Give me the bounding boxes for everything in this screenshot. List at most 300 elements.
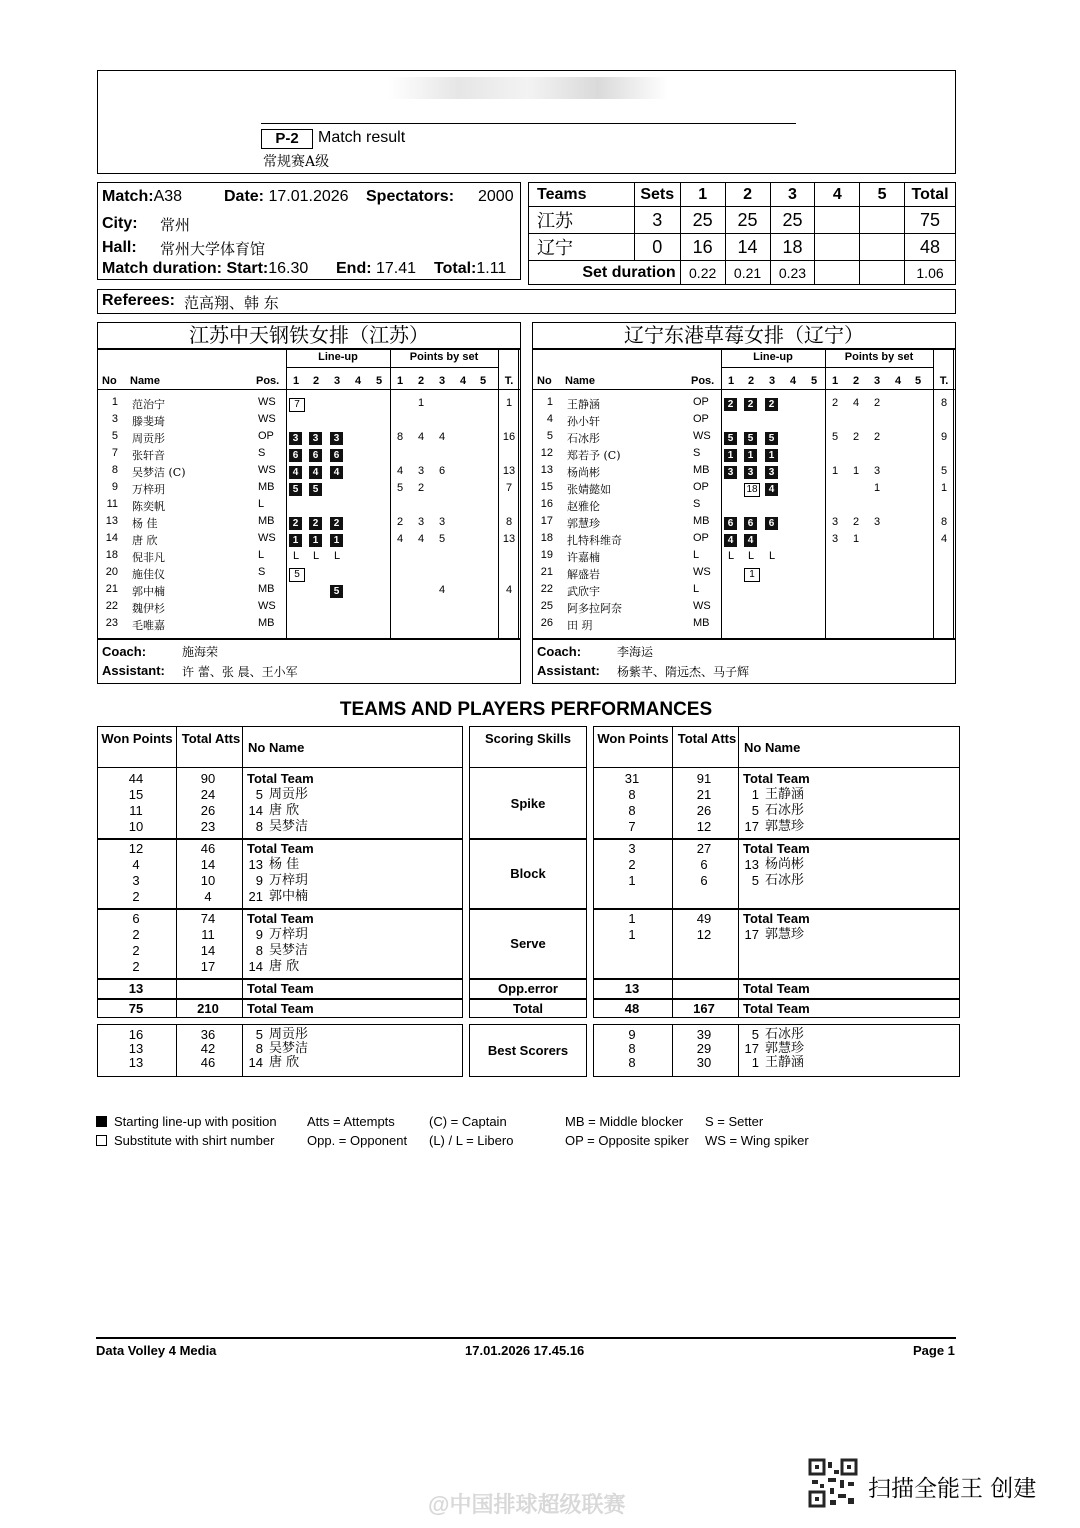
home-roster bbox=[97, 322, 521, 684]
away-player-number: 17 bbox=[744, 1041, 759, 1056]
spectators-label: Spectators: bbox=[366, 188, 455, 205]
col-teams: Teams bbox=[529, 183, 635, 207]
player-name: 王静涵 bbox=[567, 398, 600, 411]
set-points: 4 bbox=[396, 465, 404, 477]
home-won-points: 13 bbox=[128, 981, 144, 996]
substitute-box: 18 bbox=[744, 483, 760, 497]
substitute-box: 5 bbox=[289, 568, 305, 582]
total-points: 5 bbox=[940, 465, 948, 477]
lineup-set-header: 5 bbox=[375, 375, 383, 387]
set-points: 2 bbox=[873, 397, 881, 409]
player-row bbox=[533, 549, 955, 566]
away-player-number: 17 bbox=[744, 819, 759, 834]
starting-position-box: 1 bbox=[724, 449, 737, 462]
starting-position-box: 6 bbox=[330, 449, 343, 462]
away-total-atts: 27 bbox=[696, 841, 712, 856]
away-player-name: 石冰彤 bbox=[765, 873, 805, 888]
assistant-names: 许 蕾、张 晨、王小军 bbox=[182, 665, 298, 679]
player-row bbox=[533, 413, 955, 430]
blurred-heading bbox=[388, 77, 668, 99]
home-player-name: 郭中楠 bbox=[269, 889, 309, 904]
home-won-points: 10 bbox=[128, 819, 144, 834]
player-position: OP bbox=[258, 430, 274, 442]
set-points: 1 bbox=[852, 533, 860, 545]
starting-position-box: 4 bbox=[765, 483, 778, 496]
home-total-atts: 10 bbox=[200, 873, 216, 888]
player-position: S bbox=[693, 498, 701, 510]
away-total-atts: 30 bbox=[696, 1055, 712, 1070]
points-set-header: 5 bbox=[914, 375, 922, 387]
set-points: 2 bbox=[417, 482, 425, 494]
player-position: MB bbox=[693, 464, 710, 476]
home-won-points: 2 bbox=[132, 943, 140, 958]
player-row bbox=[98, 617, 520, 634]
col-pos: Pos. bbox=[256, 375, 280, 387]
player-row bbox=[98, 600, 520, 617]
match-info-box bbox=[97, 182, 521, 280]
column-divider bbox=[738, 1025, 739, 1076]
player-position: WS bbox=[693, 430, 711, 442]
player-position: OP bbox=[693, 396, 709, 408]
starting-position-box: 1 bbox=[289, 534, 302, 547]
player-name: 阿多拉阿奈 bbox=[567, 602, 622, 615]
lineup-set-header: 3 bbox=[333, 375, 341, 387]
col-no: No bbox=[102, 375, 117, 387]
total-points: 1 bbox=[940, 482, 948, 494]
set-points: 4 bbox=[438, 431, 446, 443]
referees-box bbox=[97, 289, 956, 314]
total-points: 13 bbox=[502, 533, 516, 545]
away-won-points: 48 bbox=[624, 1001, 640, 1016]
set-duration: 0.23 bbox=[770, 261, 815, 285]
set-duration-label: Set duration bbox=[529, 261, 681, 285]
player-name: 吴梦洁 (C) bbox=[132, 466, 186, 479]
player-name: 范治宁 bbox=[132, 398, 165, 411]
away-player-number: 17 bbox=[744, 927, 759, 942]
set-score: 25 bbox=[680, 207, 725, 234]
starting-position-box: 6 bbox=[309, 449, 322, 462]
away-player-name: Total Team bbox=[743, 911, 810, 926]
skill-name: Block bbox=[510, 866, 546, 881]
column-divider bbox=[738, 768, 739, 1017]
set-points: 3 bbox=[873, 465, 881, 477]
player-number: 22 bbox=[105, 600, 118, 612]
section-divider bbox=[593, 838, 960, 840]
section-divider bbox=[469, 998, 587, 1000]
player-name: 杨 佳 bbox=[132, 517, 158, 530]
section-divider bbox=[469, 838, 587, 840]
libero-mark: L bbox=[747, 550, 755, 562]
points-set-header: 2 bbox=[852, 375, 860, 387]
section-divider bbox=[97, 908, 463, 910]
points-set-header: 3 bbox=[873, 375, 881, 387]
away-total-atts: 6 bbox=[700, 873, 708, 888]
player-name: 赵雅伦 bbox=[567, 500, 600, 513]
away-won-points: 2 bbox=[628, 857, 636, 872]
lineup-set-header: 2 bbox=[747, 375, 755, 387]
player-number: 13 bbox=[105, 515, 118, 527]
away-player-name: 王静涵 bbox=[765, 1055, 805, 1070]
starting-position-box: 3 bbox=[309, 432, 322, 445]
divider bbox=[533, 638, 955, 640]
starting-position-box: 6 bbox=[765, 517, 778, 530]
away-player-name: 杨尚彬 bbox=[765, 857, 805, 872]
total-points: 8 bbox=[505, 516, 513, 528]
player-number: 21 bbox=[105, 583, 118, 595]
player-name: 孙小轩 bbox=[567, 415, 600, 428]
away-player-name: 郭慧珍 bbox=[765, 927, 805, 942]
total-points: 13 bbox=[502, 465, 516, 477]
away-player-number: 13 bbox=[744, 857, 759, 872]
player-row bbox=[533, 464, 955, 481]
player-number: 7 bbox=[111, 447, 118, 459]
points-set-header: 1 bbox=[831, 375, 839, 387]
away-player-name: 郭慧珍 bbox=[765, 819, 805, 834]
col-set2: 2 bbox=[725, 183, 770, 207]
starting-position-box: 4 bbox=[724, 534, 737, 547]
player-number: 4 bbox=[546, 413, 553, 425]
home-player-number: 8 bbox=[255, 819, 263, 834]
player-row bbox=[533, 396, 955, 413]
home-total-atts: 46 bbox=[200, 1055, 216, 1070]
set-points: 2 bbox=[873, 431, 881, 443]
away-won-points: 1 bbox=[628, 873, 636, 888]
player-number: 5 bbox=[546, 430, 553, 442]
points-set-header: 5 bbox=[479, 375, 487, 387]
end-label: End: bbox=[336, 260, 372, 277]
lineup-set-header: 5 bbox=[810, 375, 818, 387]
player-name: 郭慧珍 bbox=[567, 517, 600, 530]
away-won-points: 1 bbox=[628, 911, 636, 926]
sets-won: 0 bbox=[634, 234, 680, 261]
team-title: 辽宁东港草莓女排（辽宁） bbox=[624, 323, 864, 347]
legend bbox=[96, 1114, 856, 1154]
starting-position-box: 1 bbox=[765, 449, 778, 462]
home-player-name: 吴梦洁 bbox=[269, 943, 309, 958]
away-player-number: 5 bbox=[751, 1027, 759, 1042]
total-points: 1 bbox=[505, 397, 513, 409]
sets-won: 3 bbox=[634, 207, 680, 234]
starting-position-box: 5 bbox=[744, 432, 757, 445]
player-position: MB bbox=[258, 583, 275, 595]
section-divider bbox=[97, 978, 463, 980]
score-table bbox=[528, 182, 956, 285]
player-row bbox=[98, 549, 520, 566]
home-team-label: Total Team bbox=[247, 1001, 314, 1016]
away-total-atts: 12 bbox=[696, 819, 712, 834]
home-won-points: 2 bbox=[132, 959, 140, 974]
starting-position-box: 3 bbox=[289, 432, 302, 445]
col-set4: 4 bbox=[815, 183, 860, 207]
away-team-label: Total Team bbox=[743, 1001, 810, 1016]
skill-name: Spike bbox=[510, 796, 546, 811]
set-score: 25 bbox=[770, 207, 815, 234]
away-total-atts: 29 bbox=[696, 1041, 712, 1056]
section-divider bbox=[593, 908, 960, 910]
starting-position-box: 3 bbox=[724, 466, 737, 479]
away-total-atts: 6 bbox=[700, 857, 708, 872]
player-position: WS bbox=[258, 396, 276, 408]
player-name: 扎特科维奇 bbox=[567, 534, 622, 547]
report-header-box bbox=[97, 70, 956, 174]
player-name: 武欣宇 bbox=[567, 585, 600, 598]
away-total-atts: 12 bbox=[696, 927, 712, 942]
legend-atts: Atts = Attempts bbox=[307, 1114, 395, 1129]
player-name: 魏伊杉 bbox=[132, 602, 165, 615]
away-won-points: 8 bbox=[628, 1055, 636, 1070]
set-points: 4 bbox=[417, 533, 425, 545]
set-score bbox=[815, 234, 860, 261]
score-row-home bbox=[529, 207, 956, 234]
set-score bbox=[860, 207, 905, 234]
home-player-name: 唐 欣 bbox=[269, 959, 300, 974]
points-set-header: 2 bbox=[417, 375, 425, 387]
home-player-number: 8 bbox=[255, 1041, 263, 1056]
player-row bbox=[533, 515, 955, 532]
skill-name: Best Scorers bbox=[487, 1043, 569, 1058]
home-perf-header bbox=[97, 726, 463, 768]
away-total-atts: 49 bbox=[696, 911, 712, 926]
col-won-points: Won Points bbox=[597, 731, 669, 746]
home-total-atts: 36 bbox=[200, 1027, 216, 1042]
column-divider bbox=[242, 768, 243, 1017]
total-points: 9 bbox=[940, 431, 948, 443]
away-won-points: 1 bbox=[628, 927, 636, 942]
away-won-points: 7 bbox=[628, 819, 636, 834]
hall-value: 常州大学体育馆 bbox=[160, 240, 266, 258]
set-score: 14 bbox=[725, 234, 770, 261]
libero-mark: L bbox=[333, 550, 341, 562]
player-number: 26 bbox=[540, 617, 553, 629]
col-total-atts: Total Atts bbox=[677, 731, 737, 746]
set-points: 1 bbox=[873, 482, 881, 494]
column-divider bbox=[242, 727, 243, 767]
col-won-points: Won Points bbox=[101, 731, 173, 746]
player-number: 17 bbox=[540, 515, 553, 527]
starting-position-box: 5 bbox=[765, 432, 778, 445]
start-label: Start: bbox=[226, 260, 269, 277]
home-player-name: 吴梦洁 bbox=[269, 819, 309, 834]
divider bbox=[98, 348, 520, 350]
starting-position-box: 4 bbox=[289, 466, 302, 479]
away-won-points: 8 bbox=[628, 1041, 636, 1056]
home-total-atts: 23 bbox=[200, 819, 216, 834]
points-header: Points by set bbox=[409, 351, 479, 363]
starting-position-box: 2 bbox=[309, 517, 322, 530]
away-team-label: Total Team bbox=[743, 981, 810, 996]
set-points: 1 bbox=[831, 465, 839, 477]
section-divider bbox=[469, 908, 587, 910]
footer-left: Data Volley 4 Media bbox=[96, 1343, 217, 1358]
col-scoring-skills: Scoring Skills bbox=[485, 731, 571, 746]
player-position: MB bbox=[258, 515, 275, 527]
player-row bbox=[98, 464, 520, 481]
starting-position-box: 5 bbox=[330, 585, 343, 598]
player-name: 郭中楠 bbox=[132, 585, 165, 598]
player-position: MB bbox=[258, 481, 275, 493]
coach-name: 施海荣 bbox=[182, 645, 219, 659]
home-total-atts: 74 bbox=[200, 911, 216, 926]
player-position: OP bbox=[693, 413, 709, 425]
starting-position-box: 6 bbox=[724, 517, 737, 530]
home-player-name: 万梓玥 bbox=[269, 927, 309, 942]
set-points: 2 bbox=[831, 397, 839, 409]
starting-position-box: 1 bbox=[309, 534, 322, 547]
substitute-box: 1 bbox=[744, 568, 760, 582]
home-player-name: 杨 佳 bbox=[269, 857, 300, 872]
player-row bbox=[98, 566, 520, 583]
set-points: 5 bbox=[831, 431, 839, 443]
points-set-header: 4 bbox=[459, 375, 467, 387]
divider bbox=[533, 389, 955, 390]
home-won-points: 6 bbox=[132, 911, 140, 926]
starting-position-box: 1 bbox=[330, 534, 343, 547]
coach-label: Coach: bbox=[102, 644, 147, 659]
home-player-number: 8 bbox=[255, 943, 263, 958]
player-name: 杨尚彬 bbox=[567, 466, 600, 479]
player-number: 21 bbox=[540, 566, 553, 578]
player-number: 5 bbox=[111, 430, 118, 442]
player-position: L bbox=[258, 549, 265, 561]
home-total-atts: 24 bbox=[200, 787, 216, 802]
footer-timestamp: 17.01.2026 17.45.16 bbox=[465, 1343, 585, 1358]
col-pos: Pos. bbox=[691, 375, 715, 387]
home-player-number: 5 bbox=[255, 1027, 263, 1042]
col-total: T. bbox=[504, 375, 514, 387]
player-number: 1 bbox=[546, 396, 553, 408]
set-duration bbox=[815, 261, 860, 285]
away-player-number: 5 bbox=[751, 803, 759, 818]
starting-position-box: 5 bbox=[724, 432, 737, 445]
col-total: T. bbox=[939, 375, 949, 387]
starting-position-box: 2 bbox=[724, 398, 737, 411]
player-name: 唐 欣 bbox=[132, 534, 158, 547]
home-player-name: 万梓玥 bbox=[269, 873, 309, 888]
set-points: 3 bbox=[438, 516, 446, 528]
player-position: WS bbox=[693, 600, 711, 612]
player-row bbox=[533, 447, 955, 464]
total-label: Total: bbox=[434, 260, 477, 277]
home-player-name: Total Team bbox=[247, 841, 314, 856]
player-number: 25 bbox=[540, 600, 553, 612]
libero-mark: L bbox=[292, 550, 300, 562]
starting-position-box: 2 bbox=[765, 398, 778, 411]
player-row bbox=[533, 566, 955, 583]
player-number: 22 bbox=[540, 583, 553, 595]
starting-position-box: 4 bbox=[330, 466, 343, 479]
assistant-label: Assistant: bbox=[102, 663, 165, 678]
legend-captain: (C) = Captain bbox=[429, 1114, 507, 1129]
player-number: 16 bbox=[540, 498, 553, 510]
col-no-name: No Name bbox=[248, 740, 305, 755]
starting-position-box: 2 bbox=[744, 398, 757, 411]
divider bbox=[98, 638, 520, 640]
home-total-atts: 46 bbox=[200, 841, 216, 856]
set-points: 3 bbox=[417, 465, 425, 477]
player-position: L bbox=[258, 498, 265, 510]
player-name: 解盛岩 bbox=[567, 568, 600, 581]
set-duration-row bbox=[529, 261, 956, 285]
col-no-name: No Name bbox=[744, 740, 801, 755]
player-number: 3 bbox=[111, 413, 118, 425]
away-total-atts: 167 bbox=[693, 1001, 715, 1016]
lineup-set-header: 3 bbox=[768, 375, 776, 387]
player-row bbox=[98, 396, 520, 413]
home-won-points: 44 bbox=[128, 771, 144, 786]
col-name: Name bbox=[565, 375, 595, 387]
home-won-points: 75 bbox=[128, 1001, 144, 1016]
starting-position-box: 5 bbox=[289, 483, 302, 496]
match-number: A38 bbox=[153, 188, 183, 205]
home-player-number: 5 bbox=[255, 787, 263, 802]
away-player-name: 郭慧珍 bbox=[765, 1041, 805, 1056]
player-row bbox=[98, 430, 520, 447]
set-duration: 0.22 bbox=[680, 261, 725, 285]
column-divider bbox=[738, 727, 739, 767]
home-total-atts: 90 bbox=[200, 771, 216, 786]
player-position: WS bbox=[258, 464, 276, 476]
home-total-atts: 14 bbox=[200, 857, 216, 872]
col-set1: 1 bbox=[680, 183, 725, 207]
total-points: 4 bbox=[940, 533, 948, 545]
libero-mark: L bbox=[727, 550, 735, 562]
set-points: 2 bbox=[396, 516, 404, 528]
lineup-header: Line-up bbox=[753, 351, 793, 363]
player-row bbox=[98, 447, 520, 464]
starting-position-box: 6 bbox=[744, 517, 757, 530]
home-won-points: 15 bbox=[128, 787, 144, 802]
player-position: MB bbox=[693, 515, 710, 527]
league-name: 常规赛A级 bbox=[263, 154, 330, 170]
player-number: 14 bbox=[105, 532, 118, 544]
home-total-atts: 210 bbox=[197, 1001, 219, 1016]
referees-label: Referees: bbox=[102, 292, 175, 309]
player-position: OP bbox=[693, 481, 709, 493]
total-time: 1.11 bbox=[476, 260, 507, 277]
player-number: 18 bbox=[105, 549, 118, 561]
assistant-names: 杨紫芊、隋远杰、马子辉 bbox=[617, 665, 750, 679]
start-time: 16.30 bbox=[268, 260, 309, 277]
home-won-points: 12 bbox=[128, 841, 144, 856]
score-row-away bbox=[529, 234, 956, 261]
lineup-set-header: 1 bbox=[292, 375, 300, 387]
set-points: 5 bbox=[438, 533, 446, 545]
away-player-name: 石冰彤 bbox=[765, 1027, 805, 1042]
player-name: 万梓玥 bbox=[132, 483, 165, 496]
player-row bbox=[98, 583, 520, 600]
home-total-atts: 42 bbox=[200, 1041, 216, 1056]
starting-position-box: 2 bbox=[289, 517, 302, 530]
qr-code-icon bbox=[808, 1458, 858, 1508]
player-name: 郑若予 (C) bbox=[567, 449, 621, 462]
libero-mark: L bbox=[312, 550, 320, 562]
player-position: MB bbox=[258, 617, 275, 629]
player-position: S bbox=[693, 447, 701, 459]
col-no: No bbox=[537, 375, 552, 387]
away-won-points: 31 bbox=[624, 771, 640, 786]
section-divider bbox=[97, 838, 463, 840]
home-won-points: 13 bbox=[128, 1055, 144, 1070]
player-name: 周贡彤 bbox=[132, 432, 165, 445]
player-name: 张轩音 bbox=[132, 449, 165, 462]
away-won-points: 3 bbox=[628, 841, 636, 856]
player-row bbox=[98, 515, 520, 532]
legend-ws: WS = Wing spiker bbox=[705, 1133, 809, 1148]
set-points: 1 bbox=[852, 465, 860, 477]
set-points: 3 bbox=[831, 533, 839, 545]
legend-libero: (L) / L = Libero bbox=[429, 1133, 514, 1148]
player-number: 20 bbox=[105, 566, 118, 578]
